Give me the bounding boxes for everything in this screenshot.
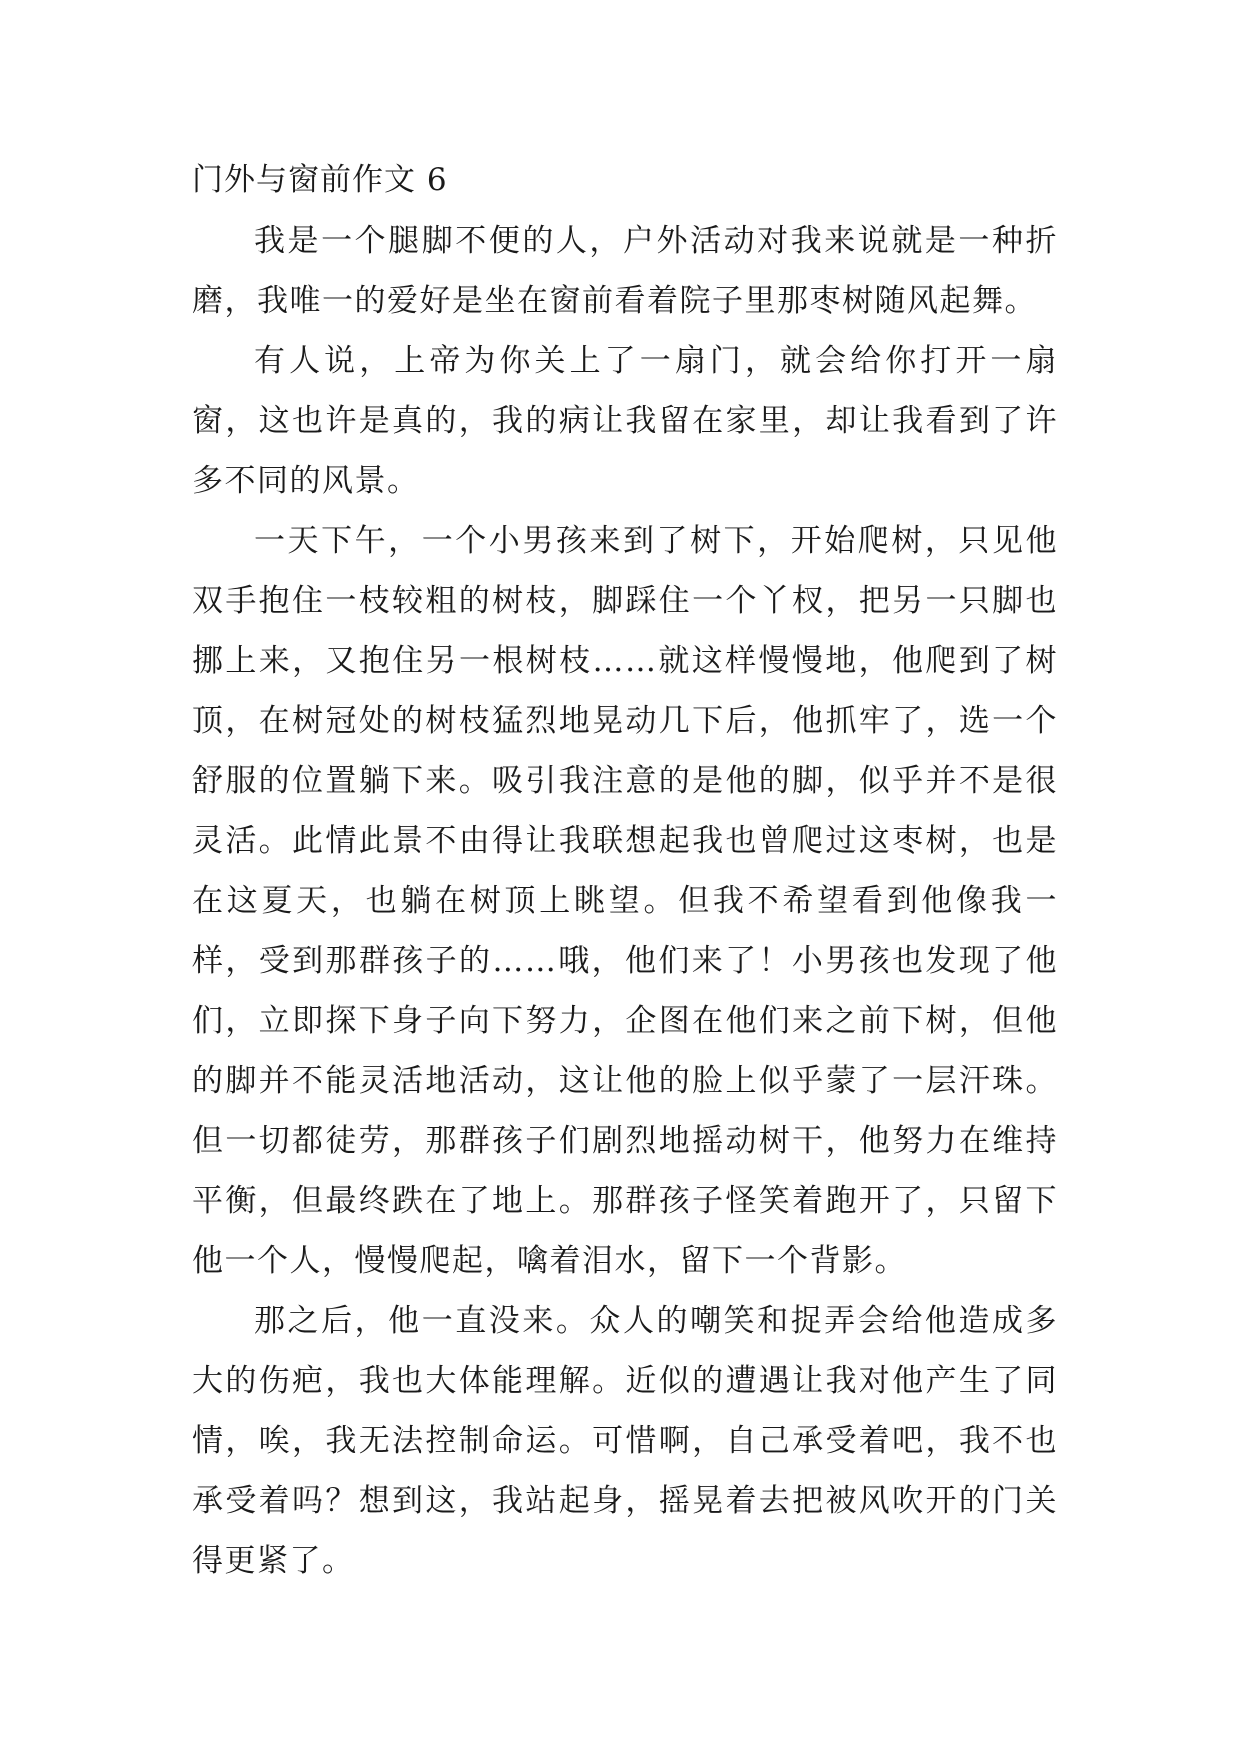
paragraph-2: 有人说，上帝为你关上了一扇门，就会给你打开一扇窗，这也许是真的，我的病让我留在家里，却让我看到了许多不同的风景。: [192, 343, 1058, 499]
paragraph-1: 我是一个腿脚不便的人，户外活动对我来说就是一种折磨，我唯一的爱好是坐在窗前看着院子里那枣树随风起舞。: [192, 223, 1058, 319]
paragraph-4: 那之后，他一直没来。众人的嘲笑和捉弄会给他造成多大的伤疤，我也大体能理解。近似的遭遇让我对他产生了同情，唉，我无法控制命运。可惜啊，自己承受着吧，我不也承受着吗？想到这，我站起身，摇晃着去把被风吹开的门关得更紧了。: [192, 1303, 1058, 1579]
paragraph-3: 一天下午，一个小男孩来到了树下，开始爬树，只见他双手抱住一枝较粗的树枝，脚踩住一个丫杈，把另一只脚也挪上来，又抱住另一根树枝……就这样慢慢地，他爬到了树顶，在树冠处的树枝猛烈地晃动几下后，他抓牢了，选一个舒服的位置躺下来。吸引我注意的是他的脚，似乎并不是很灵活。此情此景不由得让我联想起我也曾爬过这枣树，也是在这夏天，也躺在树顶上眺望。但我不希望看到他像我一样，受到那群孩子的……哦，他们来了！小男孩也发现了他们，立即探下身子向下努力，企图在他们来之前下树，但他的脚并不能灵活地活动，这让他的脸上似乎蒙了一层汗珠。但一切都徒劳，那群孩子们剧烈地摇动树干，他努力在维持平衡，但最终跌在了地上。那群孩子怪笑着跑开了，只留下他一个人，慢慢爬起，噙着泪水，留下一个背影。: [192, 523, 1058, 1279]
document-page: [192, 155, 1058, 1591]
document-title: 门外与窗前作文 6: [192, 162, 448, 198]
